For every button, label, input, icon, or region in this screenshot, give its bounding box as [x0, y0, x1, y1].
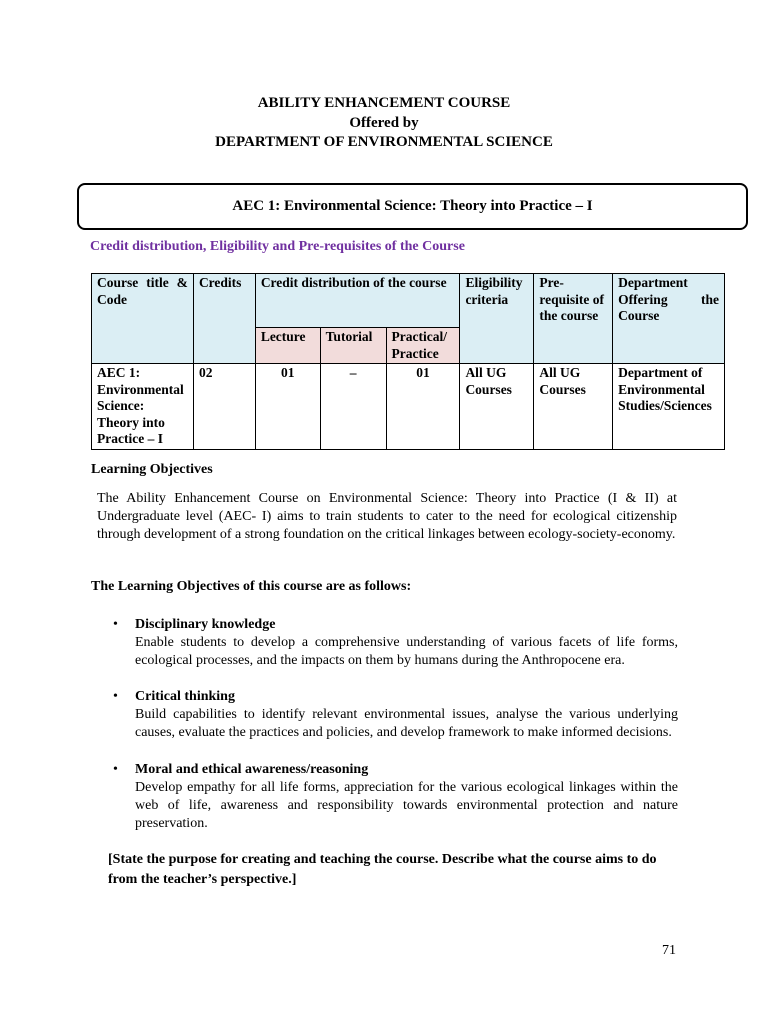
- list-item-title: Disciplinary knowledge: [135, 617, 276, 632]
- cell-lecture: 01: [255, 364, 320, 450]
- list-item-description: Enable students to develop a comprehensive understanding of various facets of life forms, ecological processes, and the impacts on them by humans during the Anthropocene era.: [135, 635, 678, 668]
- credit-table: [91, 273, 725, 450]
- header-line-2: Offered by: [349, 114, 419, 131]
- list-item-title: Moral and ethical awareness/reasoning: [135, 762, 369, 777]
- list-item: [113, 761, 678, 833]
- subheader-lecture: Lecture: [255, 328, 320, 364]
- subheader-tutorial: Tutorial: [320, 328, 386, 364]
- bullet-icon: •: [113, 689, 118, 704]
- subheader-practical: Practical/ Practice: [386, 328, 460, 364]
- list-item-description: Develop empathy for all life forms, appreciation for the various ecological linkages within the web of life, awareness and responsibility towards environmental protection and nature preservation.: [135, 780, 678, 831]
- cell-prerequisite: All UG Courses: [534, 364, 613, 450]
- header-credit-distribution: Credit distribution of the course: [255, 274, 460, 328]
- list-item-title: Critical thinking: [135, 689, 235, 704]
- header-prerequisite: Pre-requisite of the course: [534, 274, 613, 364]
- cell-department: Department of Environmental Studies/Sciences: [613, 364, 725, 450]
- cell-eligibility: All UG Courses: [460, 364, 534, 450]
- cell-practical: 01: [386, 364, 460, 450]
- bullet-icon: •: [113, 617, 118, 632]
- header-department: Department Offering the Course: [613, 274, 725, 364]
- header-line-3: DEPARTMENT OF ENVIRONMENTAL SCIENCE: [215, 134, 553, 150]
- table-row: [92, 364, 725, 450]
- table-header-row: [92, 274, 725, 328]
- objectives-list-heading: The Learning Objectives of this course are as follows:: [91, 579, 412, 594]
- page-number: 71: [662, 943, 676, 958]
- learning-objectives-heading: Learning Objectives: [91, 462, 213, 477]
- header-eligibility: Eligibility criteria: [460, 274, 534, 364]
- cell-tutorial: –: [320, 364, 386, 450]
- credit-section-heading: Credit distribution, Eligibility and Pre-requisites of the Course: [90, 239, 465, 254]
- header-line-1: ABILITY ENHANCEMENT COURSE: [257, 95, 511, 111]
- list-item: [113, 688, 678, 742]
- cell-credits: 02: [193, 364, 255, 450]
- header-course-title: Course title & Code: [92, 274, 194, 364]
- course-title: AEC 1: Environmental Science: Theory into Practice – I: [232, 198, 593, 214]
- bullet-icon: •: [113, 762, 118, 777]
- list-item-description: Build capabilities to identify relevant environmental issues, analyse the various underlying causes, evaluate the practices and policies, and develop framework to make informed decisions.: [135, 707, 678, 740]
- learning-objectives-paragraph: The Ability Enhancement Course on Environmental Science: Theory into Practice (I & II) at Undergraduate level (AEC- I) aims to train students to cater to the need for ecological citizenship through development of a strong foundation on the critical linkages between ecology-society-economy.: [97, 491, 677, 542]
- cell-course-title: AEC 1: Environmental Science: Theory into Practice – I: [92, 364, 194, 450]
- header-credits: Credits: [193, 274, 255, 364]
- document-header: [0, 94, 768, 153]
- list-item: [113, 616, 678, 670]
- instruction-note: [State the purpose for creating and teaching the course. Describe what the course aims to do from the teacher’s perspective.]: [108, 852, 657, 887]
- course-title-box: [77, 183, 748, 230]
